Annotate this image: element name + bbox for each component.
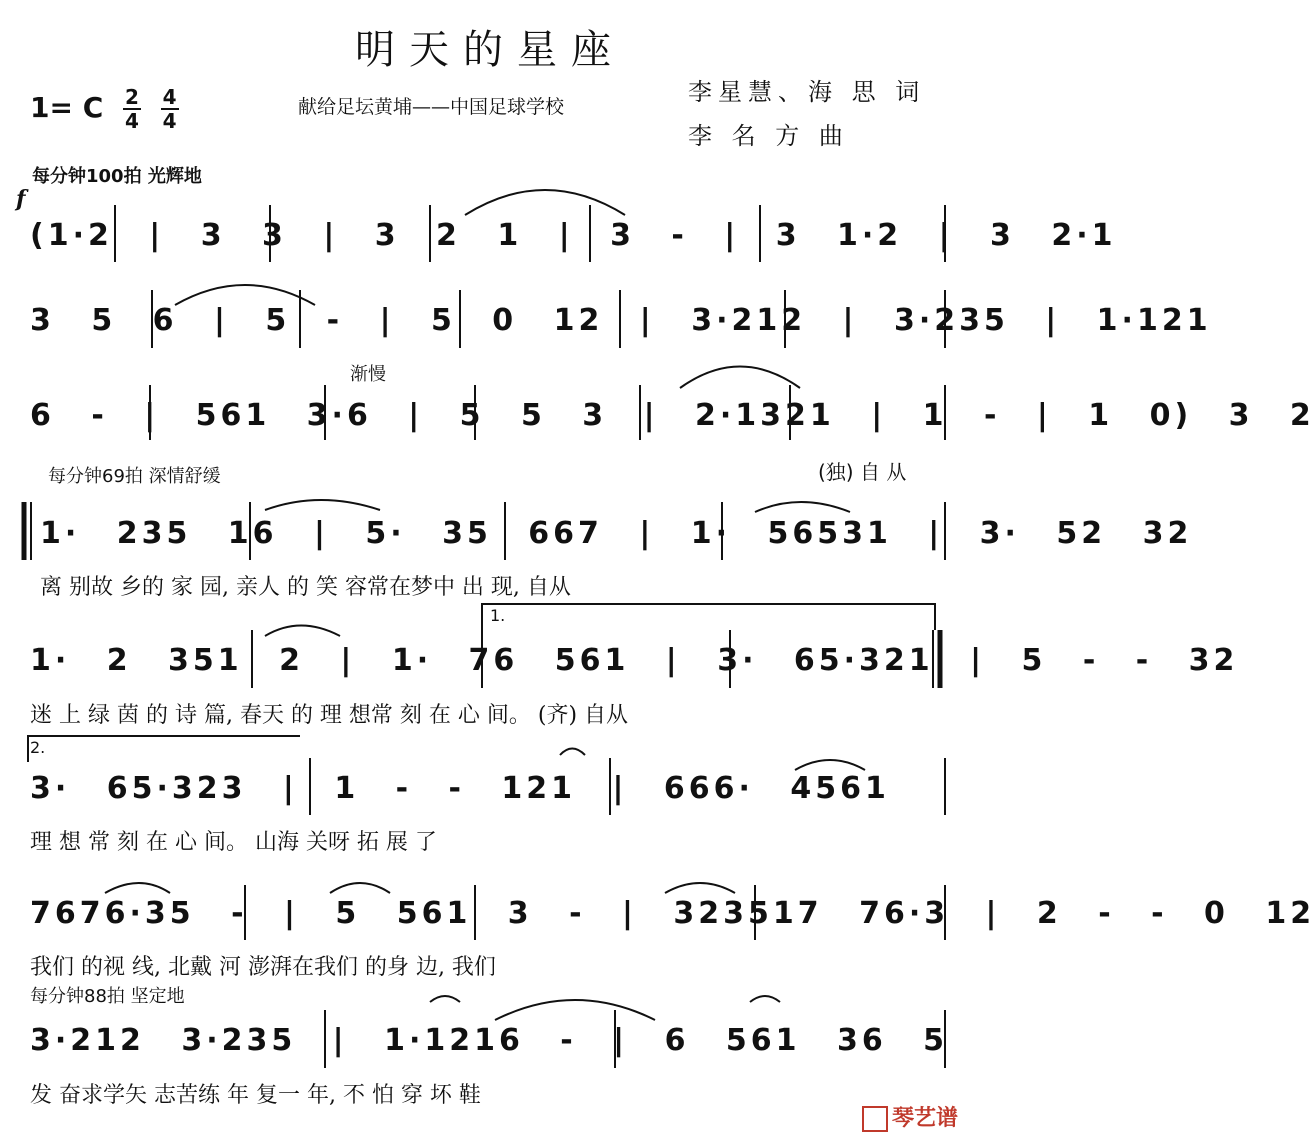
watermark-logo [862,1101,958,1132]
tempo-marking-69: 每分钟69拍 深情舒缓 [48,466,221,487]
lyric-line-6: 理 想 常 刻 在 心 间。 山海 关呀 拓 展 了 [30,830,437,855]
score-system-7: 7676·35 - | 5 561 3 - | 323517 76·3 | 2 - - 0 12 [30,896,1315,931]
lyric-line-5: 迷 上 绿 茵 的 诗 篇, 春天 的 理 想常 刻 在 心 间。 (齐) 自从 [30,703,629,728]
score-system-8: 3·212 3·235 | 1·1216 - | 6 561 36 5 [30,1023,949,1058]
score-system-4: 1· 235 16 | 5· 35 667 | 1· 56531 | 3· 52 32 [40,516,1193,551]
volta-first-label: 1. [490,606,506,625]
key-label: 1= C [30,91,104,124]
lyric-line-4: 离 别故 乡的 家 园, 亲人 的 笑 容常在梦中 出 现, 自从 [40,575,571,600]
tempo-marking-100: 每分钟100拍 光辉地 [32,166,202,187]
lyricist-credit: 李星慧、海 思 词 [688,78,926,106]
score-system-5: 1· 2 351 2 | 1· 76 561 | 3· 65·321 | 5 - - 32 [30,643,1239,678]
score-system-6: 3· 65·323 | 1 - - 121 | 666· 4561 [30,771,890,806]
score-system-1: (1·2 | 3 3 | 3 2 1 | 3 - | 3 1·2 | 3 2·1 [30,218,1117,253]
time-signature-2-4: $\frac{2}{4}$ [125,85,139,133]
lyric-line-8: 发 奋求学矢 志苦练 年 复一 年, 不 怕 穿 坏 鞋 [30,1083,481,1108]
dynamic-forte: f [16,186,26,212]
solo-marking: (独) 自 从 [818,460,907,484]
lyric-line-7: 我们 的视 线, 北戴 河 澎湃在我们 的身 边, 我们 [30,955,496,980]
ritardando-marking: 渐慢 [350,364,386,385]
logo-icon [862,1106,888,1132]
page-title: 明天的星座 [355,27,625,73]
volta-second-label: 2. [30,738,46,757]
dedication: 献给足坛黄埔——中国足球学校 [298,96,565,118]
composer-credit: 李 名 方 曲 [688,122,849,150]
score-system-3: 6 - | 561 3·6 | 5 5 3 | 2·1321 | 1 - | 1 0) 3 2 [30,398,1315,433]
watermark-text: 琴艺谱 [891,1106,958,1131]
time-signature-4-4: $\frac{4}{4}$ [162,85,177,133]
tempo-marking-88: 每分钟88拍 坚定地 [30,986,185,1007]
score-system-2: 3 5 6 | 5 - | 5 0 12 | 3·212 | 3·235 | 1·121 [30,303,1212,338]
